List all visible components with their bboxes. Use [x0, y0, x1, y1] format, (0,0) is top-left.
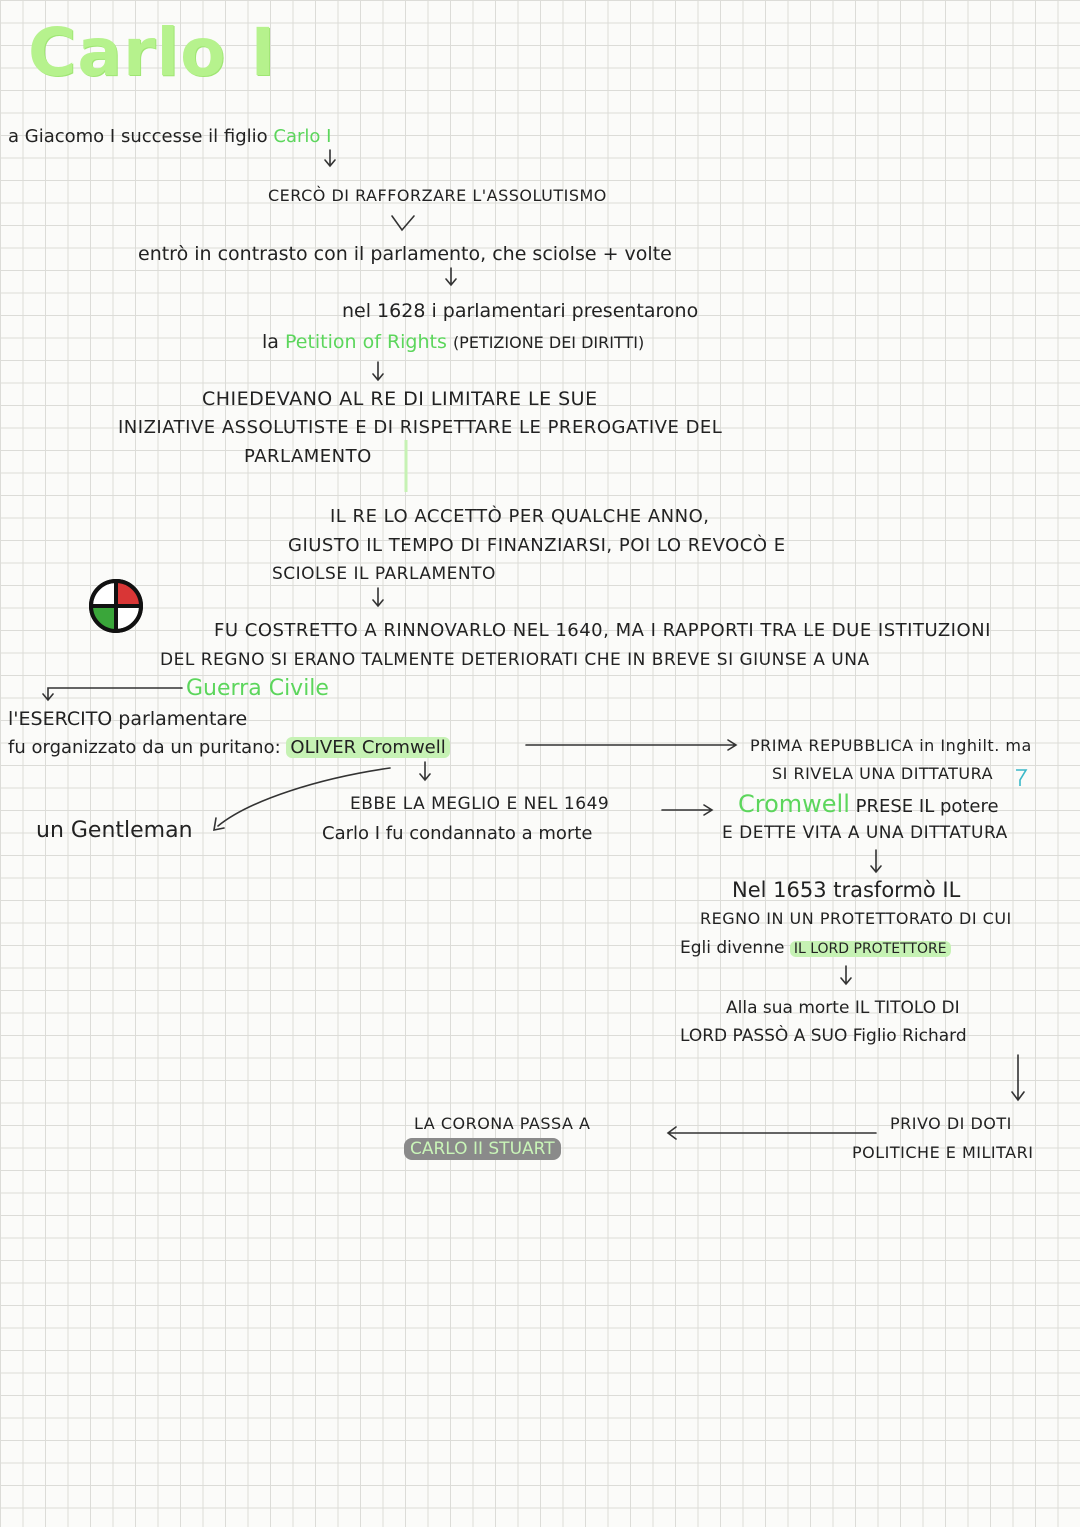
line-protectorate: REGNO IN UN PROTETTORATO DI CUI	[700, 909, 1012, 928]
arrow-down-1	[325, 150, 335, 166]
line-conflict: entrò in contrasto con il parlamento, che sciolse + volte	[138, 243, 672, 265]
arrow-republic	[526, 740, 736, 750]
petition-prefix: la	[262, 331, 279, 353]
line-republic: PRIMA REPUBBLICA in Inghilt. ma	[750, 736, 1032, 755]
line-political-military: POLITICHE E MILITARI	[852, 1143, 1034, 1162]
line-crown: LA CORONA PASSA A	[414, 1114, 591, 1133]
quadrant-logo-icon	[88, 578, 144, 634]
line-dictatorship-revealed: SI RIVELA UNA DITTATURA	[772, 764, 994, 783]
arrow-civil-war-left	[43, 688, 182, 700]
arrow-crown	[668, 1127, 876, 1139]
line-army: l'ESERCITO parlamentare	[8, 708, 248, 730]
page-title: Carlo I	[28, 14, 277, 91]
arrow-down-4	[373, 362, 383, 380]
teal-mark	[1016, 770, 1026, 786]
line-condemned: Carlo I fu condannato a morte	[322, 823, 593, 844]
line-accepted: IL RE LO ACCETTÒ PER QUALCHE ANNO,	[330, 506, 710, 527]
line-dictatorship: E DETTE VITA A UNA DITTATURA	[722, 823, 1008, 843]
carlo-name: Carlo I	[273, 126, 332, 147]
petition-translation: (PETIZIONE DEI DIRITTI)	[452, 333, 645, 352]
cromwell-name: Cromwell	[738, 790, 850, 818]
petition-of-rights: Petition of Rights	[284, 331, 447, 353]
line-1628: nel 1628 i parlamentari presentarono	[342, 300, 699, 322]
civil-war: Guerra Civile	[186, 676, 329, 701]
line-1640: FU COSTRETTO A RINNOVARLO NEL 1640, MA I RAPPORTI TRA LE DUE ISTITUZIONI	[214, 620, 991, 641]
line-revoked: GIUSTO IL TEMPO DI FINANZIARSI, POI LO REVOCÒ E	[288, 535, 786, 556]
line-cromwell-power-text: PRESE IL potere	[855, 796, 999, 817]
arrow-down-7	[871, 850, 881, 872]
line-death: Alla sua morte IL TITOLO DI	[726, 998, 960, 1018]
line-absolutism: CERCÒ DI RAFFORZARE L'ASSOLUTISMO	[268, 186, 607, 205]
line-dissolved: SCIOLSE IL PARLAMENTO	[272, 564, 496, 584]
arrow-power	[662, 805, 712, 815]
arrow-down-2	[392, 216, 414, 230]
line-parliament: PARLAMENTO	[244, 446, 372, 467]
line-initiatives: INIZIATIVE ASSOLUTISTE E DI RISPETTARE LE PREROGATIVE DEL	[118, 417, 723, 438]
arrow-down-9	[1012, 1055, 1024, 1100]
line-no-skills: PRIVO DI DOTI	[890, 1114, 1012, 1133]
line-organized-text: fu organizzato da un puritano:	[8, 737, 281, 758]
line-won: EBBE LA MEGLIO E NEL 1649	[350, 794, 610, 814]
arrow-down-6	[420, 762, 430, 780]
line-giacomo-text: a Giacomo I successe il figlio	[8, 126, 268, 147]
carlo-ii-stuart: CARLO II STUART	[404, 1138, 561, 1160]
lord-protector: IL LORD PROTETTORE	[790, 941, 951, 957]
arrow-down-3	[446, 268, 456, 285]
line-lord-protector-text: Egli divenne	[680, 938, 785, 958]
line-1653: Nel 1653 trasformò IL	[732, 878, 961, 902]
arrow-down-5	[373, 588, 383, 606]
gentleman: un Gentleman	[36, 818, 193, 843]
line-deteriorated: DEL REGNO SI ERANO TALMENTE DETERIORATI CHE IN BREVE SI GIUNSE A UNA	[160, 650, 870, 670]
arrow-gentleman	[214, 768, 390, 830]
line-richard: LORD PASSÒ A SUO Figlio Richard	[680, 1026, 967, 1046]
line-demands: CHIEDEVANO AL RE DI LIMITARE LE SUE	[202, 388, 598, 410]
arrow-down-8	[841, 966, 851, 984]
oliver-cromwell: OLIVER Cromwell	[286, 737, 449, 758]
